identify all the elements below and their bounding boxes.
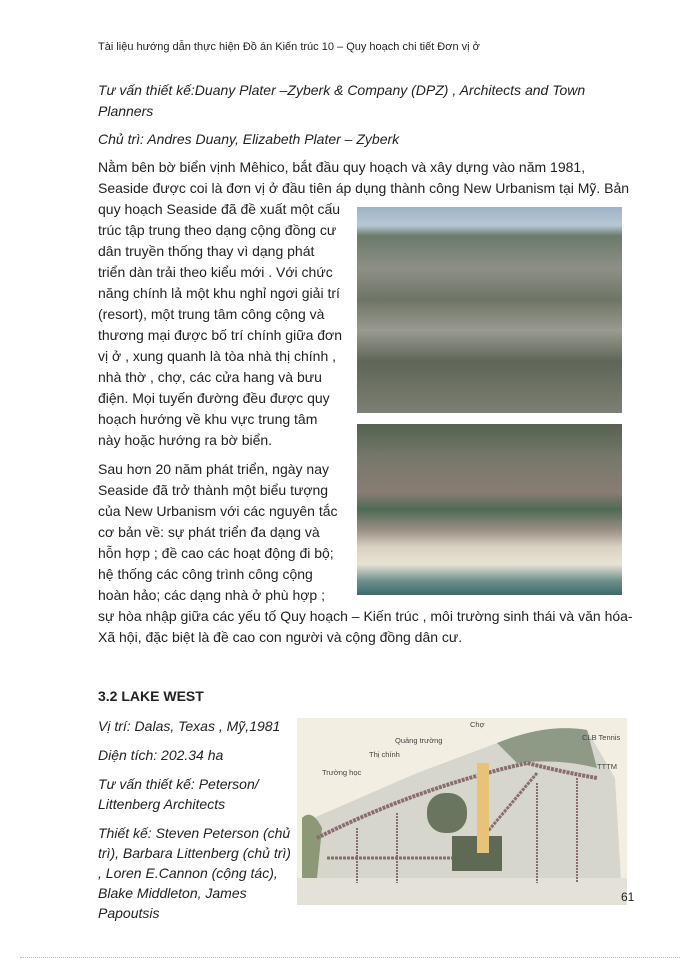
- label-cho: Chợ: [470, 720, 485, 729]
- lake-west-section: [98, 686, 293, 932]
- label-clb-tennis: CLB Tennis: [582, 733, 621, 742]
- lake-west-location: Vị trí: Dalas, Texas , Mỹ,1981: [98, 718, 281, 734]
- seaside-paragraph-2: Sau hơn 20 năm phát triển, ngày nay Seaside đã trở thành một biểu tượng của New Urbanism với các nguyên tắc cơ bản về: sự phát triển đa dạng và hỗn hợp ; đề cao các hoạt động đi bộ; hệ thống các công trình công cộng hoàn hảo; các dạng nhà ở phù hợp ; sự hòa nhập giữa các yếu tố Quy hoạch – Kiến trúc , môi trường sinh thái và văn hóa-Xã hội, đặc biệt là đề cao con người và cộng đồng dân cư.: [98, 461, 633, 645]
- seaside-beach-photo: [357, 424, 622, 595]
- page-number: 61: [621, 890, 635, 904]
- seaside-lead: Chủ trì: Andres Duany, Elizabeth Plater – Zyberk: [98, 131, 400, 147]
- seaside-section: [98, 80, 638, 648]
- lake-west-site-plan: [297, 718, 627, 905]
- label-tttm: TTTM: [597, 762, 617, 771]
- section-heading: 3.2 LAKE WEST: [98, 688, 204, 704]
- seaside-aerial-photo: [357, 207, 622, 413]
- label-thi-chinh: Thị chính: [369, 750, 400, 759]
- page-body: [98, 80, 638, 932]
- lake-west-row: [98, 656, 638, 932]
- label-truong-hoc: Trường học: [322, 768, 362, 777]
- seaside-consultant: Tư vấn thiết kế:Duany Plater –Zyberk & Company (DPZ) , Architects and Town Planners: [98, 82, 586, 119]
- page-bottom-divider: [20, 957, 680, 958]
- lake-west-area: Diện tích: 202.34 ha: [98, 747, 224, 763]
- lake-west-consultant: Tư vấn thiết kế: Peterson/ Littenberg Architects: [98, 776, 259, 812]
- seaside-paragraph-1: Nằm bên bờ biển vịnh Mêhico, bắt đầu quy hoạch và xây dựng vào năm 1981, Seaside được coi là đơn vị ở đầu tiên áp dụng thành công New Urbanism tại Mỹ. Bản quy hoạch Seaside đã đề xuất một cấu trúc tập trung theo dạng cộng đồng cư dân truyền thống thay vì dạng phát triển dàn trải theo kiểu mới . Với chức năng chính lả một khu nghỉ ngơi giải trí (resort), một trung tâm công cộng và thương mại được bố trí chính giữa đơn vị ở , xung quanh là tòa nhà thị chính , nhà thờ , chợ, các cửa hang và bưu điện. Mọi tuyến đường đều được quy hoạch hướng về khu vực trung tâm này hoặc hướng ra bờ biển.: [98, 159, 630, 448]
- running-header: Tài liệu hướng dẫn thực hiện Đồ án Kiến trúc 10 – Quy hoạch chi tiết Đơn vị ở: [98, 41, 480, 53]
- lake-west-design: Thiết kế: Steven Peterson (chủ trì), Barbara Littenberg (chủ trì) , Loren E.Cannon (cộng tác), Blake Middleton, James Papoutsis: [98, 825, 291, 921]
- label-quang-truong: Quảng trường: [395, 736, 443, 745]
